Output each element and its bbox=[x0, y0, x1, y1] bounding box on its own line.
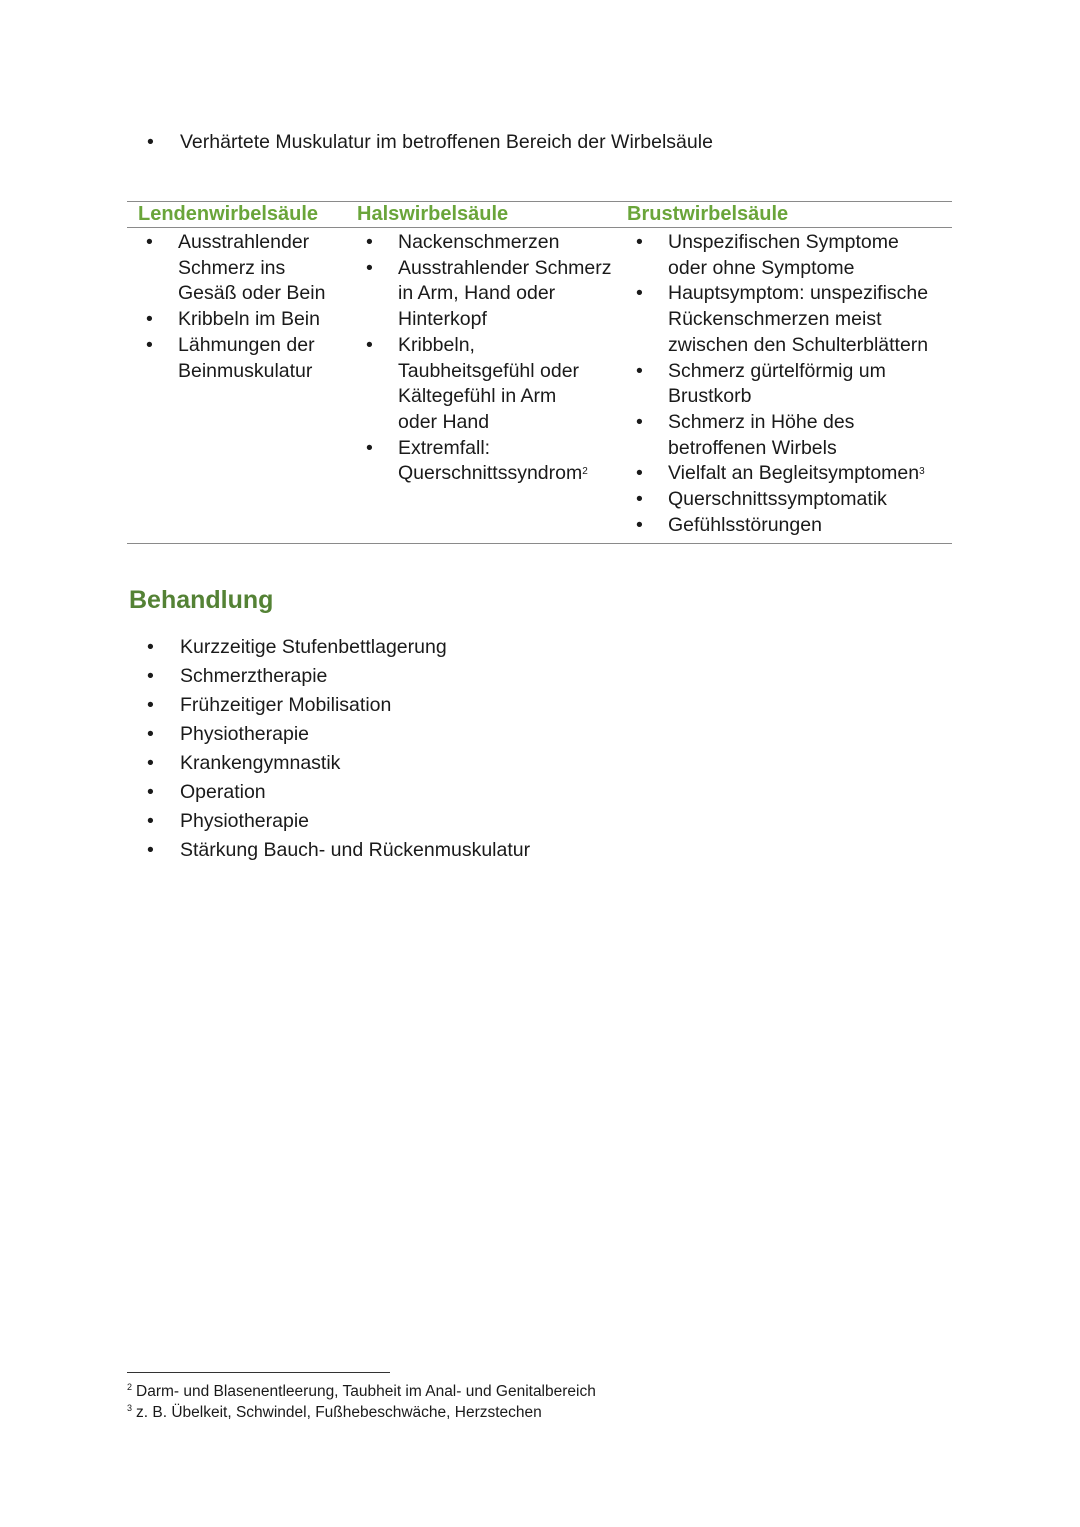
list-item: • Ausstrahlender Schmerz ins Gesäß oder Bein bbox=[146, 231, 326, 305]
list-item: • Nackenschmerzen bbox=[366, 231, 560, 253]
list-item: • Ausstrahlender Schmerz in Arm, Hand oder Hinterkopf bbox=[366, 256, 612, 331]
footnote-2 bbox=[127, 1383, 596, 1401]
list-item: • Hauptsymptom: unspezifische Rückenschmerzen meist zwischen den Schulterblättern bbox=[636, 282, 929, 356]
list-item: • Gefühlsstörungen bbox=[636, 513, 822, 536]
list-item: • Kribbeln im Bein bbox=[146, 308, 320, 331]
list-item: • Kribbeln, Taubheitsgefühl oder Kältegefühl in Arm oder Hand bbox=[366, 333, 580, 433]
table-column-bws bbox=[636, 230, 946, 538]
list-item: • Unspezifischen Symptome oder ohne Symptome bbox=[636, 231, 899, 279]
footnote-mark: 3 bbox=[127, 1403, 133, 1413]
list-item: • Schmerz gürtelförmig um Brustkorb bbox=[636, 359, 886, 408]
table-header-rule bbox=[127, 227, 952, 228]
bullet-dot: • bbox=[147, 131, 154, 153]
footnote-3 bbox=[127, 1404, 542, 1422]
list-item: • Schmerz in Höhe des betroffenen Wirbels bbox=[636, 410, 855, 459]
list-item-text: Extremfall: Querschnittssyndrom bbox=[398, 436, 583, 485]
list-item: • Querschnittssymptomatik bbox=[636, 488, 887, 511]
footnote-mark: 2 bbox=[127, 1382, 133, 1392]
table-header-bws: Brustwirbelsäule bbox=[627, 203, 789, 225]
list-item: • Lähmungen der Beinmuskulatur bbox=[146, 333, 315, 382]
table-column-lws bbox=[146, 230, 346, 384]
list-item: • Vielfalt an Begleitsymptomen$^3$ bbox=[636, 462, 925, 485]
table-top-rule bbox=[127, 201, 952, 202]
table-column-hws bbox=[366, 230, 616, 487]
list-item: • Extremfall: Querschnittssyndrom$^2$ bbox=[366, 436, 588, 485]
footnote-separator bbox=[127, 1372, 390, 1373]
footnote-text: z. B. Übelkeit, Schwindel, Fußhebeschwäche, Herzstechen bbox=[136, 1404, 542, 1421]
intro-bullet-text: Verhärtete Muskulatur im betroffenen Bereich der Wirbelsäule bbox=[180, 131, 713, 153]
footnote-ref: 2 bbox=[582, 466, 588, 478]
footnote-text: Darm- und Blasenentleerung, Taubheit im Anal- und Genitalbereich bbox=[136, 1383, 596, 1400]
table-bottom-rule bbox=[127, 543, 952, 544]
section-heading-behandlung: Behandlung bbox=[129, 586, 274, 614]
table-header-lws: Lendenwirbelsäule bbox=[138, 203, 319, 225]
footnote-ref: 3 bbox=[919, 466, 925, 478]
table-header-hws: Halswirbelsäule bbox=[357, 203, 509, 225]
list-item-text: Vielfalt an Begleitsymptomen bbox=[668, 462, 920, 485]
